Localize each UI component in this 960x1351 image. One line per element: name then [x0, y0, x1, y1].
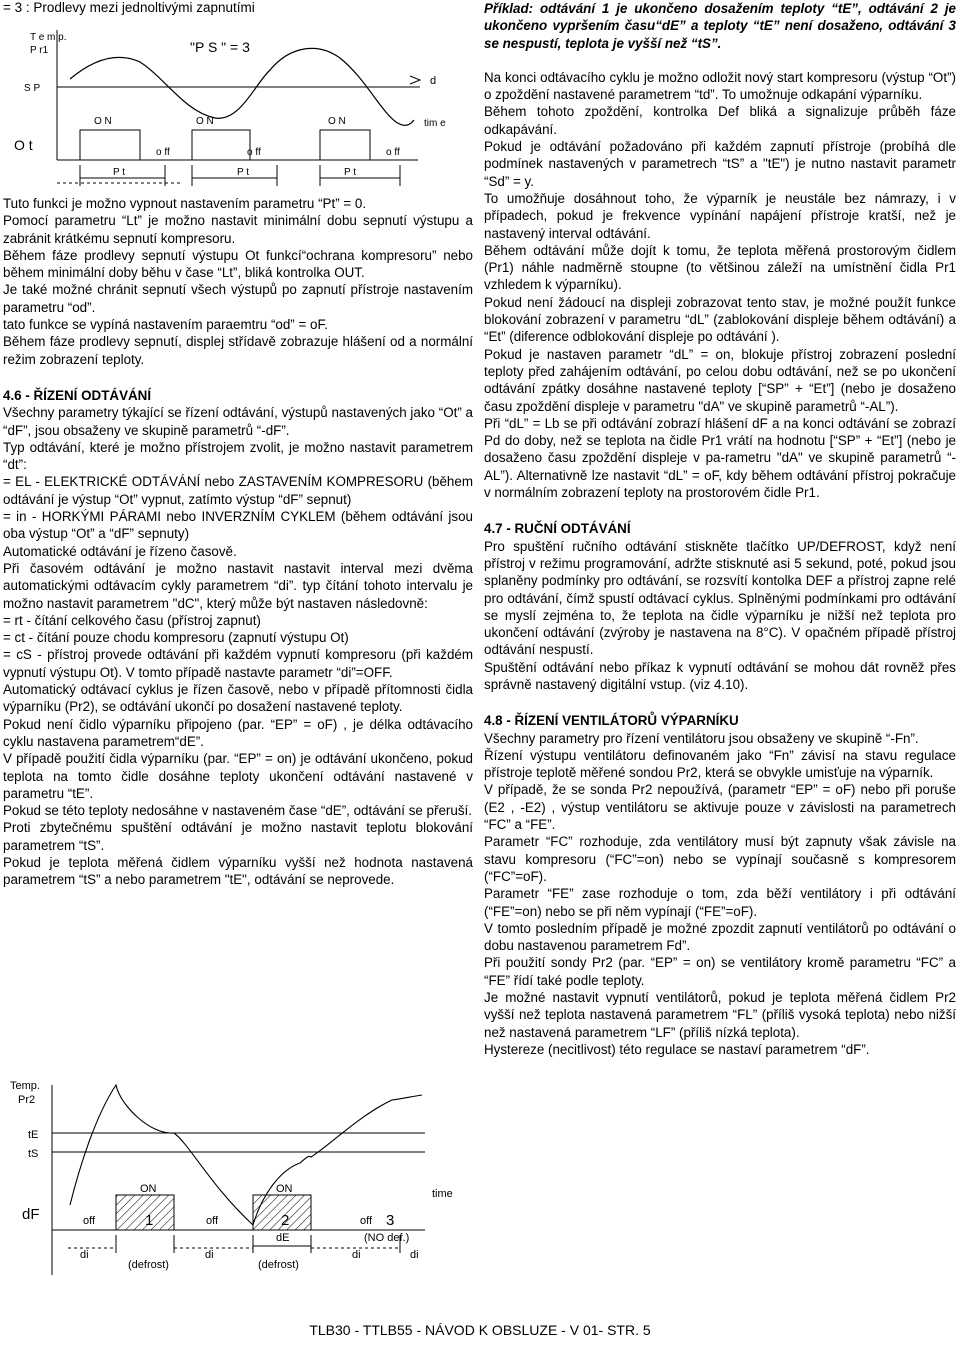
paragraph: = in - HORKÝMI PÁRAMI nebo INVERZNÍM CYKLEM (během odtávání jsou oba výstup “Ot” a “dF” sepnuty)	[3, 509, 473, 542]
paragraph: V případě použití čidla výparníku (par. “EP” = on) je odtávání ukončeno, pokud teplota na tomto čidle dosáhne teploty ukončení odtávání nastavené v parametru “tE”.	[3, 751, 473, 801]
temp-label-1: T e m p.	[30, 32, 67, 43]
pt-label: P t	[344, 167, 357, 178]
paragraph: Proti zbytečnému spuštění odtávání je možno nastavit teplotu blokování parametrem “tS”.	[3, 820, 473, 853]
page-footer: TLB30 - TTLB55 - NÁVOD K OBSLUZE - V 01- STR. 5	[309, 1322, 651, 1338]
temp-label-2: Pr2	[18, 1094, 36, 1106]
di-label: di	[410, 1249, 419, 1261]
paragraph: Pokud je odtávání požadováno při každém zapnutí přístroje (probíhá dle podmínek nastavených v parametrech “tS” a "tE") je nutno nastavit parametr “Sd” = y.	[484, 139, 956, 189]
off-label: off	[83, 1215, 96, 1227]
right-column	[484, 0, 956, 1058]
paragraph: Pro spuštění ručního odtávání stiskněte tlačítko UP/DEFROST, když není přístroj v režimu programování, adržte stisknuté asi 5 sekund, poté, pokud jsou splaněny podmínky pro odtávání, se rozsvítí kontolka DEF a přístroj zapne relé pro odtávání, čímž spustí odtávací cyklus. Splněnými podmínkami pro odtávání se myslí zejména to, že teplota na čidle výparníku je nižší než teplota pro ukončení odtávání (zvýroby je nastavena na 8°C). V opačném případě přístroj odtávání nespustí.	[484, 538, 956, 658]
time-label: tim e	[424, 118, 446, 129]
paragraph: = ct - čítání pouze chodu kompresoru (zapnutí výstupu Ot)	[3, 630, 349, 646]
left-column	[3, 195, 473, 889]
paragraph: Spuštění odtávání nebo příkaz k vypnutí odtávání se mohou dát rovněž přes správně nastavený digitální vstup. (viz 4.10).	[484, 659, 956, 692]
ts-label: tS	[28, 1148, 39, 1160]
d-label: d	[430, 75, 437, 87]
time-label: time	[432, 1188, 453, 1200]
di-label: di	[352, 1249, 361, 1261]
paragraph: Během fáze prodlevy sepnutí, displej střídavě zobrazuje hlášení od a normální režim zobrazení teploty.	[3, 334, 473, 367]
paragraph: Všechny parametry týkající se řízení odtávání, výstupů nastavených jako “Ot” a “dF”, jsou obsaženy ve skupině parametrů “-dF”.	[3, 405, 473, 438]
paragraph: Pokud se této teploty nedosáhne v nastaveném čase “dE”, odtávání se přeruší.	[3, 803, 472, 819]
paragraph: = rt - čítání celkového času (přístroj zapnut)	[3, 612, 261, 628]
paragraph: To umožňuje dosáhnout toho, že výparník je neustále bez námrazy, i v případech, pokud je frekvence vypínání napájení přístroje kratší, než je nastavený interval odtávání.	[484, 190, 956, 241]
output-waveform	[57, 130, 418, 160]
section-title-4-6: 4.6 - ŘÍZENÍ ODTÁVÁNÍ	[3, 387, 152, 403]
paragraph: V tomto posledním případě je možné zpozdit zapnutí ventilátorů po odtávání o dobu nastavenou parametrem Fd”.	[484, 920, 956, 954]
paragraph: Při časovém odtávání je možno nastavit nastavit interval mezi dvěma automatickými odtávacím cykly parametrem “di”. typ čítání tohoto intervalu je možno nastavit parametrem "dC", který může být nastaven následovně:	[3, 560, 473, 611]
ps-label: "P S " = 3	[190, 39, 250, 55]
paragraph: Pomocí parametru “Lt” je možno nastavit minimální dobu sepnutí výstupu a zabránit krátkému sepnutí kompresoru.	[3, 213, 473, 246]
paragraph: Pokud je teplota měřená čidlem výparníku vyšší než hodnota nastavená parametrem “tS” a nebo parametrem "tE", odtávání se neprovede.	[3, 854, 473, 888]
on-label: O N	[94, 116, 112, 127]
ot-label: O t	[14, 137, 33, 153]
temp-label-1: Temp.	[10, 1080, 40, 1092]
sp-label: S P	[24, 83, 41, 94]
paragraph: Na konci odtávacího cyklu je možno odložit nový start kompresoru (výstup “Ot”) o zpoždění nastavené parametrem “td”. To umožnuje odkapání výparníku.	[484, 69, 956, 103]
paragraph: tato funkce se vypíná nastavením paraemtru “od” = oF.	[3, 317, 328, 333]
temp-label-2: P r1	[30, 45, 49, 56]
paragraph: Typ odtávání, které je možno přístrojem zvolit, je možno nastavit parametrem “dt”:	[3, 439, 473, 473]
paragraph: Řízení výstupu ventilátoru definovaném jako “Fn” závisí na stavu regulace přístroje teplotě měřené sondou Pr2, která se obvykle umisťuje na výparník.	[484, 747, 956, 781]
paragraph: Automatický odtávací cyklus je řízen časově, nebo v případě přítomnosti čidla výparníku (Pr2), se odtávání ukončí po dosažení nastavené teploty.	[3, 682, 473, 715]
off-label: off	[360, 1215, 373, 1227]
example-note: Příklad: odtávání 1 je ukončeno dosažením teploty “tE”, odtávání 2 je ukončeno vypršením času“dE” a teploty “tE” není dosaženo, odtávání 3 se nespustí, teplota je vyšší než “tS”.	[484, 1, 956, 51]
diagram1-heading: = 3 : Prodlevy mezi jednoltivými zapnutími	[3, 0, 255, 15]
paragraph: Je možné nastavit vypnutí ventilátorů, pokud je teplota měřená čidlem Pr2 vyšší než teplota nastavená parametrem “FL” (příliš vysoká teplota) nebo nižší než nastavená parametrem “LF” (příliš nízká teplota).	[484, 990, 956, 1040]
paragraph: Pokud není čidlo výparníku připojeno (par. “EP” = oF) , je délka odtávacího cyklu nastavena parametrem“dE”.	[3, 716, 473, 749]
paragraph: Pokud není žádoucí na displeji zobrazovat tento stav, je možné použít funkce blokování zobrazení v parametru “dL” (zablokování displeje během odtávání) a “Et” (diference odblokování displeje po odtávání ).	[484, 294, 956, 345]
defrost-number: 3	[386, 1212, 395, 1229]
paragraph: Hystereze (necitlivost) této regulace se nastaví parametrem “dF”.	[484, 1041, 870, 1057]
paragraph: Parametr “FE” zase rozhoduje o tom, zda běží ventilátory i při odtávání (“FE”=on) nebo se při něm vypínají (“FE”=oF).	[484, 886, 956, 919]
di-label: di	[205, 1249, 214, 1261]
paragraph: Při použití sondy Pr2 (par. “EP” = on) se ventilátory kromě parametru “FC” a “FE” řídí také podle teploty.	[484, 955, 956, 988]
on-label: ON	[276, 1183, 293, 1195]
paragraph: Během odtávání může dojít k tomu, že teplota měřená prostorovým čidlem (Pr1) náhle nadměrně stoupne (to většinou záleží na umístnění čidla Pr1 vzhledem k výparníku).	[484, 242, 956, 293]
off-label: o ff	[247, 147, 261, 158]
pt-label: P t	[237, 167, 250, 178]
df-label: dF	[22, 1206, 40, 1223]
paragraph: Pokud je nastaven parametr “dL” = on, blokuje přístroj zobrazení poslední teploty před zahájením odtávání, po celou dobu odtávání, než se po ukončení odtávání zpátky dosáhne nastavené teploty [“SP” + “Et”] (nebo je dosaženo času zpoždění displeje v parametru "dA" ve skupině parametrů “-AL”).	[484, 346, 956, 414]
x-arrow	[410, 76, 420, 84]
pt-label: P t	[113, 167, 126, 178]
off-label: o ff	[156, 147, 170, 158]
off-label: o ff	[386, 147, 400, 158]
paragraph: Během tohoto zpoždění, kontrolka Def bliká a signalizuje průběh fáze odkapávání.	[484, 104, 956, 137]
section-title-4-7: 4.7 - RUČNÍ ODTÁVÁNÍ	[484, 521, 631, 537]
paragraph: = EL - ELEKTRICKÉ ODTÁVÁNÍ nebo ZASTAVENÍM KOMPRESORU (během odtávání je výstup “Ot” vypnut, zatímto výstup “dF” sepnut)	[3, 474, 473, 507]
paragraph: = cS - přístroj provede odtávání při každém vypnutí kompresoru (při každém vypnutí výstupu Ot). V tomto případě nastavte parametr “di”=OFF.	[3, 647, 473, 680]
defrost-label: (defrost)	[128, 1259, 169, 1271]
paragraph: Všechny parametry pro řízení ventilátoru jsou obsaženy ve skupině “-Fn”.	[484, 730, 919, 746]
section-title-4-8: 4.8 - ŘÍZENÍ VENTILÁTORŮ VÝPARNÍKU	[484, 713, 739, 729]
defrost-number: 2	[281, 1212, 290, 1229]
paragraph: Tuto funkci je možno vypnout nastavením parametru “Pt” = 0.	[3, 196, 367, 211]
paragraph: Parametr “FC” rozhoduje, zda ventilátory musí být zapnuty však závisle na stavu kompresoru (“FC”=on) nebo se vypínají současně s kompresorem (“FC”=oF).	[484, 834, 956, 884]
defrost-diagram	[0, 1075, 480, 1285]
de-label: dE	[276, 1232, 290, 1244]
on-label: O N	[196, 116, 214, 127]
paragraph: Automatické odtávání je řízeno časově.	[3, 543, 237, 559]
paragraph: V případě, že se sonda Pr2 nepoužívá, (parametr “EP” = oF) nebo při poruše (E2 , -E2) , výstup ventilátoru se aktivuje pouze v závislosti na parametrech “FC” a “FE”.	[484, 782, 956, 833]
paragraph: Při “dL” = Lb se při odtávání zobrazí hlášení dF a na konci odtávání se zobrazí Pd do doby, než se teplota na čidle Pr1 vrátí na hodnotu [“SP” + “Et”] (nebo je dosaženo času zpoždění displeje v pa-rametru "dA" ve skupině parametrů “-AL”). Alternativně lze nastavit “dL” = oF, kdy během odtávání přístroj pokračuje v normálním zobrazení teploty na prostorovém čidle Pr1.	[484, 415, 956, 501]
te-label: tE	[28, 1129, 39, 1141]
defrost-number: 1	[145, 1212, 154, 1229]
paragraph: Během fáze prodlevy sepnutí výstupu Ot funkcí“ochrana kompresoru” nebo během minimální doby běhu v čase “Lt”, bliká kontrolka OUT.	[3, 247, 473, 281]
defrost-label: (defrost)	[258, 1259, 299, 1271]
paragraph: Je také možné chránit sepnutí všech výstupů po zapnutí přístroje nastavením parametru “od”.	[3, 282, 473, 315]
on-label: ON	[140, 1183, 157, 1195]
on-label: O N	[328, 116, 346, 127]
di-label: di	[80, 1249, 89, 1261]
compressor-delay-diagram	[0, 0, 480, 200]
nodef-label: (NO def.)	[364, 1232, 410, 1244]
off-label: off	[206, 1215, 219, 1227]
